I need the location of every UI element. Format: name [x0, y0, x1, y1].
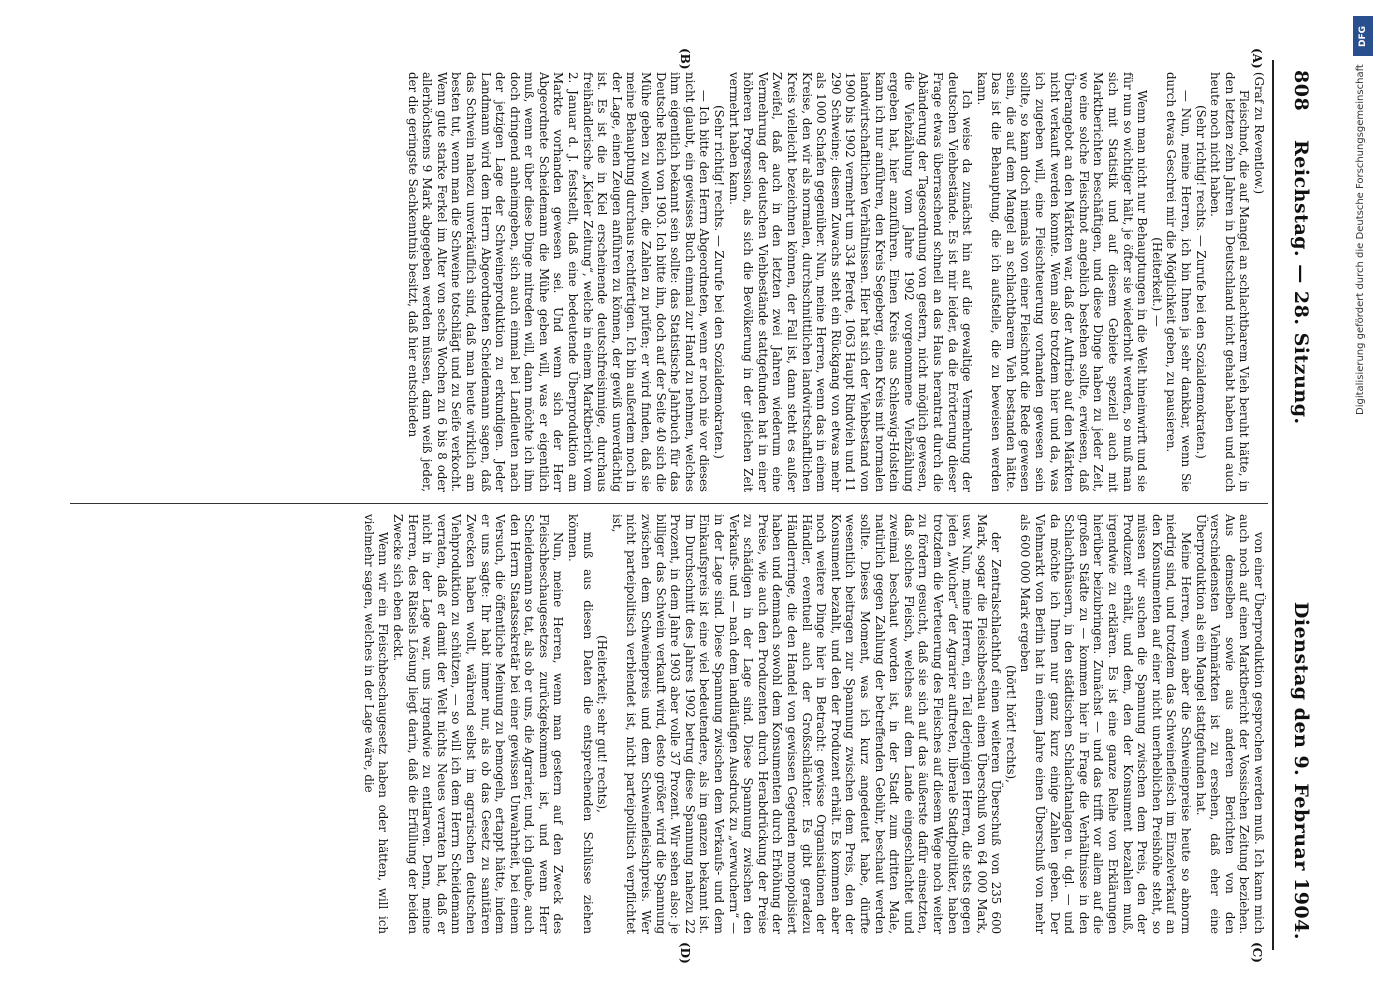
- paragraph: muß aus diesen Daten die entsprechenden Schlüsse ziehen können.: [566, 514, 595, 934]
- paragraph: Wenn wir ein Fleischbeschaugesetz haben oder hätten, will ich vielmehr sagen, welches in der Lage wäre, die: [361, 514, 391, 934]
- credit-text: Digitalisierung gefördert durch die Deutsche Forschungsgemeinschaft: [1355, 64, 1366, 415]
- digitization-credit: [1347, 8, 1377, 988]
- header-rule: [1272, 60, 1274, 950]
- paragraph: Ich weise da zunächst hin auf die gewaltige Vermehrung der deutschen Viehbestände. Es ist mir leider, da die Erörterung dieser Frage etwas überraschend schnell an das Haus herantrat durch die Abänderung der Tagesordnung von gestern, nicht möglich gewesen, die Viehzählung vom Jahre 1902 vorgenommene Viehzählung ergeben hat, hier anzuführen. Einen Kreis aus Schleswig-Holstein kann ich nur anführen, den Kreis Segeberg, einen Kreis mit normalen landwirtschaftlichen Verhältnissen. Hier hat sich der Viehbestand von 1900 bis 1902 vermehrt um 334 Pferde, 1063 Haupt Rindvieh und 11 290 Schweine; diesem Zuwachs steht ein Rückgang von etwas mehr als 1000 Schafen gegenüber. Nun, meine Herren, wenn das in einem Kreise, den wir als normalen, durchschnittlichen landwirtschaftlichen Kreis vielleicht bezeichnen können, der Fall ist, dann steht es außer Zweifel, daß auch in den letzten zwei Jahren wiederum eine Vermehrung der deutschen Viehbestände stattgefunden hat in einer höheren Progression, als sich die Bevölkerung in der gleichen Zeit vermehrt haben kann.: [726, 72, 975, 492]
- paragraph: Nun, meine Herren, wenn man gestern auf den Zweck des Fleischbeschaugesetzes zurückgekommen ist, und wenn Herr Scheidemann so tat, als ob er uns, die Agrarier, und, ich glaube, auch den Herrn Staatssekretär bei einer gewissen Unwahrheit, bei einem Versuch, die öffentliche Meinung zu bemogeln, ertappt hätte, indem er uns sagte: Ihr habt immer nur, als ob das Gesetz zu sanitären Zwecken haben wollt, während selbst im agrarischen deutschen Viehproduktion zu schützen, — so will ich dem Herrn Scheidemann verraten, daß er damit der Welt nichts Neues verraten hat, daß er nicht in der Lage war, uns irgendwie zu entlarven. Denn, meine Herren, des Rätsels Lösung liegt darin, daß die Erfüllung der beiden Zwecke sich eben deckt.: [390, 514, 566, 934]
- margin-mark-b: (B): [678, 48, 692, 70]
- margin-mark-c: (C): [1250, 942, 1264, 963]
- paragraph: — Nun, meine Herren, ich bin Ihnen ja sehr dankbar, wenn Sie durch etwas Geschrei mir die Möglichkeit geben, zu pausieren.: [1164, 72, 1194, 492]
- page-number: 808: [1290, 70, 1312, 112]
- interjection: (Heiterkeit.) —: [1149, 237, 1164, 327]
- column-divider: [70, 503, 1268, 504]
- header-right-date: Dienstag den 9. Februar 1904.: [1290, 601, 1312, 940]
- paragraph: Meine Herren, wenn aber die Schweinepreise heute so abnorm niedrig sind, und trotzdem das Schweinefleisch im Einzelverkauf an den Konsumenten auf einer nicht unerheblichen Preishöhe steht, so müssen wir suchen die Spannung zwischen dem Preis, den der Produzent erhält, und dem, den der Konsument bezahlen muß, irgendwie zu erklären. Es ist eine ganze Reihe von Erklärungen hierüber beizubringen. Zunächst — und das trifft vor allem auf die großen Städte zu — kommen hier in Frage die Verhältnisse in den Schlachthäusern, in den städtischen Schlachtanlagen u. dgl. — und da möchte ich Ihnen nur ganz kurz einige Zahlen geben. Der Viehmarkt von Berlin hat in einem Jahre einen Überschuß von mehr als 600 000 Mark ergeben: [1018, 514, 1194, 934]
- paragraph: der Zentralschlachthof einen weiteren Überschuß von 235 600 Mark, sogar die Fleischbeschau einen Überschuß von 64 000 Mark, usw. Nun, meine Herren, ein Teil derjenigen Herren, die stets gegen jeden „Wucher“ der Agrarier auftreten, liberale Stadtpolitiker, haben trotzdem die Verteuerung des Fleisches auf diesem Wege noch weiter zu fördern gesucht, daß sie sich auf das äußerste dafür einsetzten, daß solches Fleisch, welches auf dem Lande eingeschlachtet und zweimal beschaut worden ist, in der Stadt zum dritten Male, natürlich gegen Zahlung der betreffenden Gebühr, beschaut werden sollte. Dieses Moment, was ich kurz angedeutet habe, dürfte wesentlich beitragen zur Spannung zwischen dem Preis, den der Konsument bezahlt, und den der Produzent erhält. Es kommen aber noch weitere Dinge hier in Betracht: gewisse Organisationen der Händler, eventuell auch der Großschlächter. Es gibt geradezu Händlerringe, die den Handel von gewissen Gegenden monopolisiert haben und demnach sowohl dem Konsumenten durch Erhöhung der Preise, wie auch den Produzenten durch Herabdrückung der Preise zu schädigen in der Lage sind. Diese Spannung zwischen den Verkaufs- und — nach dem landläufigen Ausdruck zu „verwuchern“ — in der Lage sind. Diese Spannung zwischen dem Verkaufs- und dem Einkaufspreis ist eine viel bedeutendere, als im ganzen bekannt ist. Im Durchschnitt des Jahres 1902 betrug diese Spannung nahezu 22 Prozent, in dem Jahre 1903 aber volle 37 Prozent. Wir sehen also: je billiger das Schwein verkauft wird, desto größer wird die Spannung zwischen dem Schweinepreis und dem Schweinefleischpreis. Wer nicht parteipolitisch verblendet ist, nicht parteipolitisch verpflichtet ist,: [609, 514, 1004, 934]
- dfg-logo: DFG: [1353, 16, 1373, 56]
- speaker-name: (Graf zu Reventlow.): [1252, 72, 1266, 195]
- right-column: [70, 514, 1266, 934]
- paragraph: von einer Überproduktion gesprochen werden muß. Ich kann mich auch noch auf einen Marktbericht der Vossischen Zeitung beziehen. Aus demselben sowie aus anderen Berichten von den verschiedensten Viehmärkten ist zu ersehen, daß eher eine Überproduktion als ein Mangel stattgefunden hat.: [1193, 514, 1266, 934]
- paragraph: Wenn man nicht nur Behauptungen in die Welt hineinwirft und sie für nun so wichtiger hält, je öfter sie wiederholt werden, so muß man sich mit Statistik und auf diesem Gebiete speziell auch mit Marktberichten beschäftigen, und diese Dinge haben zu jeder Zeit, wo eine solche Fleischnot angeblich bestehen sollte, erwiesen, daß Überangebot an den Märkten war, daß der Auftrieb auf den Märkten nicht verkauft werden konnte. Wenn also trotzdem hier und da, was ich zugeben will, eine Fleischteuerung vorhanden gewesen sein sollte, so kann doch niemals von einer Fleischnot die Rede gewesen sein, die auf dem Mangel an schlachtbarem Vieh bestanden hätte. Das ist die Behauptung, die ich aufstelle, die zu beweisen werden kann.: [974, 72, 1150, 492]
- left-column: [70, 72, 1266, 492]
- interjection: (Sehr richtig! rechts. — Zurufe bei den Sozialdemokraten.): [1193, 105, 1208, 459]
- paragraph: — Ich bitte den Herrn Abgeordneten, wenn er noch nie vor dieses nicht glaubt, ein gewisses Buch einmal zur Hand zu nehmen, welches ihm eigentlich bekannt sein sollte: das Statistische Jahrbuch für das Deutsche Reich von 1903. Ich bitte ihn, doch auf der Seite 40 sich die Mühe geben zu wollen, die Zahlen zu prüfen; er wird finden, daß sie meine Behauptung durchaus rechtfertigen. Ich bin außerdem noch in der Lage, einen Zeugen anführen zu können, der gewiß unverdächtig ist. Es ist die in Kiel erscheinende deutschfreisinnige, durchaus freihändlerische „Kieler Zeitung“, welche in einem Marktbericht vom 2. Januar d. J. feststellt, daß eine bedeutende Überproduktion am Markte vorhanden gewesen sei. Und wenn sich der Herr Abgeordnete Scheidemann die Mühe geben will, was er eigentlich muß, wenn er über diese Dinge mitreden will, dann möchte ich ihm doch dringend anheimgeben, sich auch einmal bei Landleuten nach der jetzigen Lage der Schweineproduktion zu erkundigen. Jeder Landmann wird dem Herrn Abgeordneten Scheidemann sagen, daß das Schwein nahezu unverkäuflich sind, daß man heute wirklich am besten tut, wenn man die Schweine totschlägt und zu Seife verkocht. Wenn gute starke Ferkel im Alter von sechs Wochen zu 6 bis 8 oder allerhöchstens 9 Mark abgegeben werden müssen, dann weiß jeder, der die geringste Sachkenntnis besitzt, daß hier entschieden: [405, 72, 712, 492]
- interjection: (Sehr richtig! rechts. — Zurufe bei den Sozialdemokraten.): [712, 105, 727, 459]
- page-header: [1284, 70, 1318, 940]
- margin-mark-d: (D): [678, 942, 692, 964]
- interjection: (hört! hört! rechts),: [1003, 665, 1018, 783]
- margin-mark-a: (A): [1250, 48, 1264, 69]
- interjection: (Heiterkeit; sehr gut! rechts),: [595, 635, 610, 813]
- header-left-title: Reichstag. — 28. Sitzung.: [1290, 140, 1312, 425]
- paragraph: Fleischnot, die auf Mangel an schlachtbarem Vieh beruht hätte, in den letzten zehn Jahren in Deutschland nicht gehabt haben und auch heute noch nicht haben.: [1208, 72, 1252, 492]
